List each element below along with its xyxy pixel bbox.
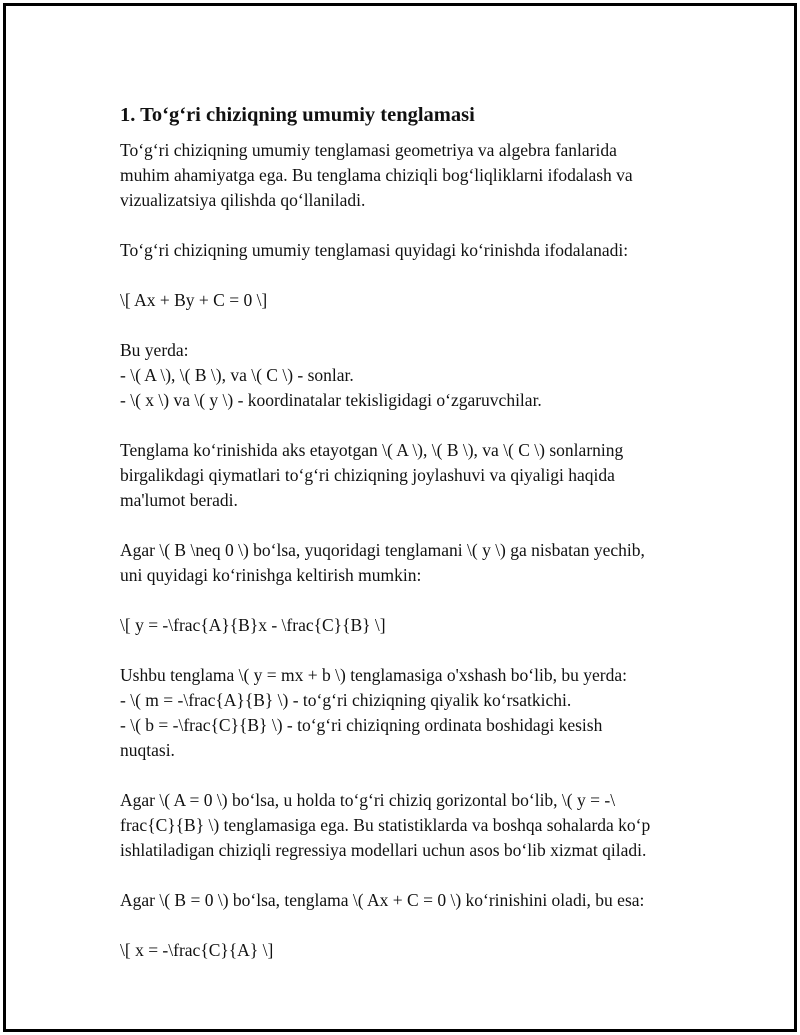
list-item: - \( x \) va \( y \) - koordinatalar tekisligidagi o‘zgaruvchilar. [120, 390, 542, 410]
paragraph-solve-for-y [120, 538, 720, 588]
equation-slope-intercept [120, 613, 720, 638]
list-item: - \( A \), \( B \), va \( C \) - sonlar. [120, 365, 354, 385]
text-line: muhim ahamiyatga ega. Bu tenglama chiziqli bog‘liqliklarni ifodalash va [120, 165, 633, 185]
paragraph-intro [120, 138, 720, 213]
text-line: ma'lumot beradi. [120, 490, 238, 510]
equation-line: \[ y = -\frac{A}{B}x - \frac{C}{B} \] [120, 615, 386, 635]
page-frame [3, 3, 797, 1032]
equation-vertical [120, 938, 720, 963]
list-item: - \( b = -\frac{C}{B} \) - to‘g‘ri chiziqning ordinata boshidagi kesish [120, 715, 603, 735]
text-line: To‘g‘ri chiziqning umumiy tenglamasi quyidagi ko‘rinishda ifodalanadi: [120, 240, 629, 260]
text-line: frac{C}{B} \) tenglamasiga ega. Bu statistiklarda va boshqa sohalarda ko‘p [120, 815, 651, 835]
text-line: birgalikdagi qiymatlari to‘g‘ri chiziqning joylashuvi va qiyaligi haqida [120, 465, 615, 485]
paragraph-horizontal-case [120, 788, 720, 863]
paragraph-coefficients [120, 438, 720, 513]
text-line: Agar \( A = 0 \) bo‘lsa, u holda to‘g‘ri chiziq gorizontal bo‘lib, \( y = -\ [120, 790, 616, 810]
text-line: Agar \( B \neq 0 \) bo‘lsa, yuqoridagi tenglamani \( y \) ga nisbatan yechib, [120, 540, 645, 560]
text-line: Agar \( B = 0 \) bo‘lsa, tenglama \( Ax + C = 0 \) ko‘rinishini oladi, bu esa: [120, 890, 645, 910]
section-heading: 1. To‘g‘ri chiziqning umumiy tenglamasi [120, 104, 475, 126]
text-line: nuqtasi. [120, 740, 175, 760]
text-line: ishlatiladigan chiziqli regressiya modellari uchun asos bo‘lib xizmat qiladi. [120, 840, 647, 860]
document-body [120, 102, 720, 988]
paragraph-vertical-case [120, 888, 720, 913]
list-item: - \( m = -\frac{A}{B} \) - to‘g‘ri chiziqning qiyalik ko‘rsatkichi. [120, 690, 572, 710]
text-line: Ushbu tenglama \( y = mx + b \) tenglamasiga o'xshash bo‘lib, bu yerda: [120, 665, 627, 685]
text-line: Tenglama ko‘rinishida aks etayotgan \( A \), \( B \), va \( C \) sonlarning [120, 440, 624, 460]
paragraph-equation-intro [120, 238, 720, 263]
paragraph-definitions [120, 338, 720, 413]
text-line: vizualizatsiya qilishda qo‘llaniladi. [120, 190, 366, 210]
equation-line: \[ Ax + By + C = 0 \] [120, 290, 268, 310]
text-line: Bu yerda: [120, 340, 189, 360]
equation-line: \[ x = -\frac{C}{A} \] [120, 940, 274, 960]
paragraph-slope-meaning [120, 663, 720, 763]
text-line: uni quyidagi ko‘rinishga keltirish mumkin: [120, 565, 422, 585]
equation-general [120, 288, 720, 313]
text-line: To‘g‘ri chiziqning umumiy tenglamasi geometriya va algebra fanlarida [120, 140, 617, 160]
